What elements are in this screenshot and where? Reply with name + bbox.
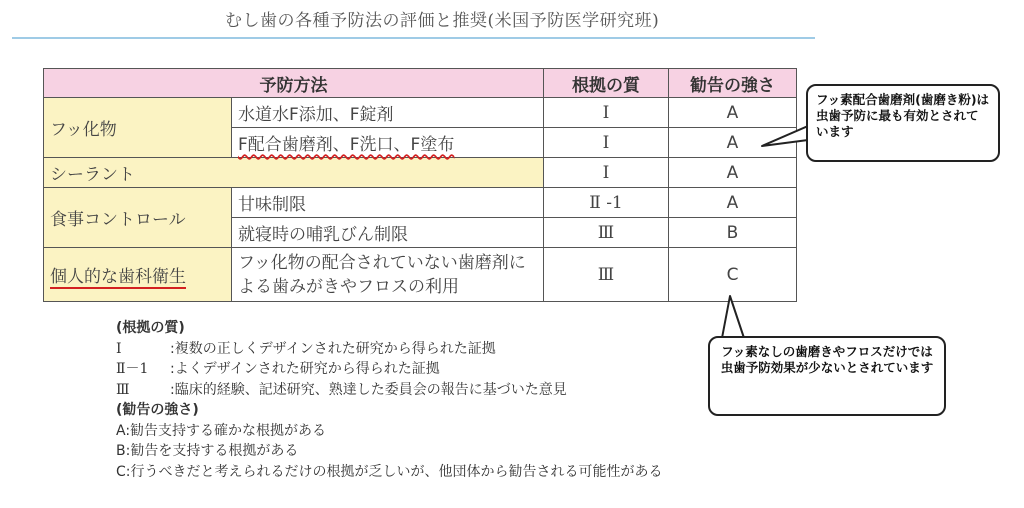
grade-cell: Ⅲ: [544, 218, 669, 248]
category-cell: [44, 248, 232, 302]
legend-item: [116, 380, 663, 401]
legend-key: Ⅰ: [116, 340, 122, 357]
callout-top: フッ素配合歯磨剤(歯磨き粉)は虫歯予防に最も有効とされています: [806, 84, 1000, 162]
category-label: シーラント: [50, 165, 135, 185]
callout-bottom-tail: [718, 294, 748, 340]
legend-text: :よくデザインされた研究から得られた証拠: [170, 361, 440, 377]
strength-cell: A: [669, 98, 797, 128]
legend-item: B:勧告を支持する根拠がある: [116, 443, 299, 459]
method-cell: 就寝時の哺乳びん制限: [232, 218, 544, 248]
legend-key: Ⅱ－1: [116, 361, 149, 377]
grade-cell: Ⅱ -1: [544, 188, 669, 218]
method-cell: フッ化物の配合されていない歯磨剤による歯みがきやフロスの利用: [232, 248, 544, 302]
strength-cell: B: [669, 218, 797, 248]
header-grade: 根拠の質: [544, 69, 669, 98]
category-label: 食事コントロール: [50, 210, 186, 230]
grade-cell: Ⅰ: [544, 128, 669, 158]
method-cell: 甘味制限: [232, 188, 544, 218]
strength-cell: A: [669, 158, 797, 188]
grade-cell: Ⅲ: [544, 248, 669, 302]
strength-cell: A: [669, 188, 797, 218]
strength-cell: A: [669, 128, 797, 158]
legend-key: Ⅲ: [116, 381, 130, 398]
table-row: [44, 248, 797, 302]
category-cell: [44, 98, 232, 158]
category-label: 個人的な歯科衛生: [50, 267, 186, 287]
legend-item: [116, 339, 663, 360]
legend-item: [116, 359, 663, 380]
page-title: むし歯の各種予防法の評価と推奨(米国予防医学研究班): [225, 11, 660, 31]
grade-cell: Ⅰ: [544, 158, 669, 188]
strength-cell: C: [669, 248, 797, 302]
title-rule: [12, 37, 815, 39]
header-strength: 勧告の強さ: [669, 69, 797, 98]
legend-item: C:行うべきだと考えられるだけの根拠が乏しいが、他団体から勧告される可能性がある: [116, 463, 663, 480]
category-cell: [44, 158, 544, 188]
callout-top-tail: [760, 124, 810, 150]
legend-text: :複数の正しくデザインされた研究から得られた証拠: [170, 340, 496, 357]
legend-item: A:勧告支持する確かな根拠がある: [116, 422, 327, 439]
prevention-table: [43, 68, 797, 302]
category-cell: [44, 188, 232, 248]
callout-bottom: フッ素なしの歯磨きやフロスだけでは虫歯予防効果が少ないとされています: [708, 336, 946, 416]
legend: [116, 318, 663, 482]
table-row: [44, 158, 797, 188]
method-cell: 水道水F添加、F錠剤: [232, 98, 544, 128]
method-label: F配合歯磨剤、F洗口、F塗布: [238, 135, 455, 155]
table-row: [44, 188, 797, 218]
strength-heading: (勧告の強さ): [116, 402, 199, 418]
legend-text: :臨床的経験、記述研究、熟達した委員会の報告に基づいた意見: [170, 381, 567, 398]
category-label: フッ化物: [50, 120, 117, 140]
table-header-row: [44, 69, 797, 98]
method-cell: [232, 128, 544, 158]
table-row: [44, 98, 797, 128]
header-method: 予防方法: [44, 69, 544, 98]
quality-heading: (根拠の質): [116, 320, 185, 336]
grade-cell: Ⅰ: [544, 98, 669, 128]
